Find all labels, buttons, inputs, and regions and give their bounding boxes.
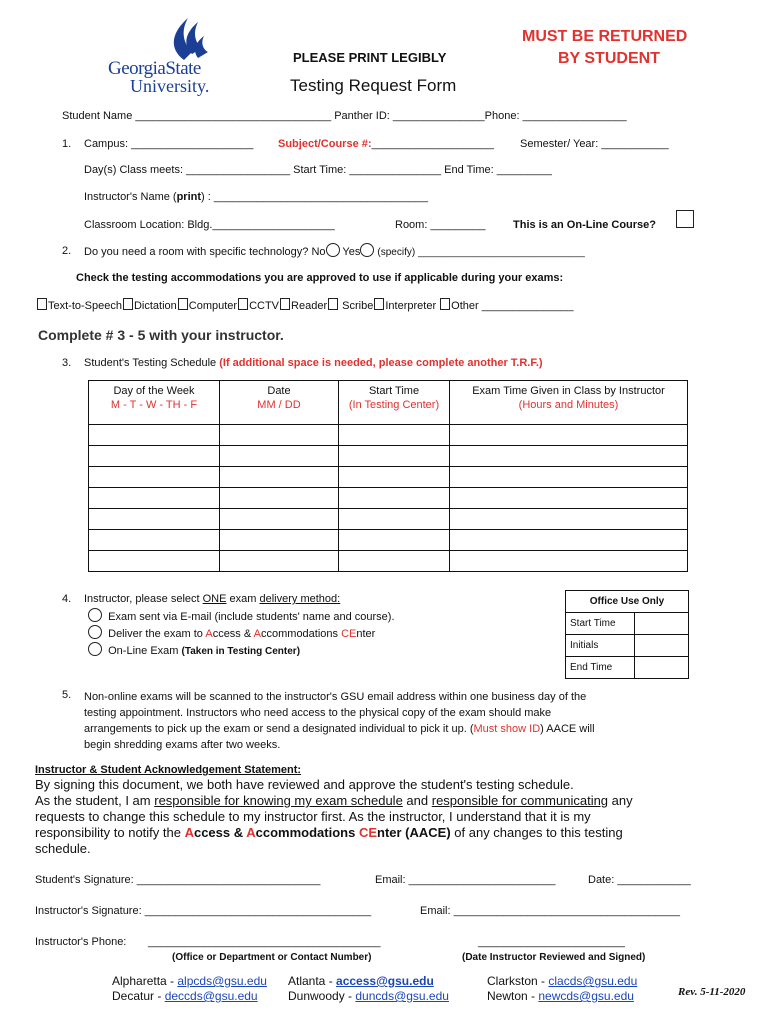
office-row-label: End Time <box>566 657 635 679</box>
delivery-opt1-text: Exam sent via E-mail (include students' name and course). <box>108 611 395 623</box>
dunwoody-email-link[interactable]: duncds@gsu.edu <box>355 989 449 1003</box>
ack-l4g: nter (AACE) <box>377 825 451 840</box>
ack-l4d: A <box>246 825 256 840</box>
ack-l2d: responsible for communicating <box>431 793 609 808</box>
form-title: Testing Request Form <box>290 76 457 95</box>
item5-line3-end: ) AACE will <box>540 723 595 735</box>
clarkston-label: Clarkston - <box>487 974 549 988</box>
checkbox-other[interactable] <box>440 298 450 310</box>
th-date-line1: Date <box>267 385 291 397</box>
must-return-2: BY STUDENT <box>558 50 660 67</box>
acc-scribe: Scribe <box>342 300 374 312</box>
item5-line4: begin shredding exams after two weeks. <box>84 739 281 751</box>
instructor-name-b: ) : ___________________________________ <box>201 191 428 203</box>
instructor-signature-field[interactable]: Instructor's Signature: _____________________________________ <box>35 905 372 917</box>
student-email-field[interactable]: Email: ________________________ <box>375 874 556 886</box>
accommodations-heading: Check the testing accommodations you are approved to use if applicable during your exams: <box>76 272 564 284</box>
ack-l4c: ccess & <box>193 825 247 840</box>
table-row[interactable] <box>89 446 688 467</box>
newton-label: Newton - <box>487 989 539 1003</box>
th-start <box>339 381 450 425</box>
instructor-name-field[interactable] <box>84 191 428 203</box>
delivery-label-c: delivery method: <box>259 593 341 605</box>
th-start-line2: (In Testing Center) <box>348 399 440 411</box>
ack-l4f: CE <box>358 825 377 840</box>
acc-dictation: Dictation <box>133 300 177 312</box>
subject-course-field[interactable] <box>278 138 494 150</box>
table-row[interactable] <box>89 467 688 488</box>
checkbox-dictation[interactable] <box>123 298 133 310</box>
footer-col3 <box>487 974 637 1004</box>
radio-deliver[interactable] <box>88 625 102 639</box>
newton-email-link[interactable]: newcds@gsu.edu <box>538 989 634 1003</box>
ack-l4a: responsibility to notify the <box>35 825 185 840</box>
item-5-text <box>84 689 684 753</box>
checkbox-computer[interactable] <box>178 298 188 310</box>
checkbox-scribe[interactable] <box>328 298 338 310</box>
checkbox-tts[interactable] <box>37 298 47 310</box>
item-2-num: 2. <box>62 245 72 257</box>
complete-heading: Complete # 3 - 5 with your instructor. <box>38 327 284 343</box>
online-course-checkbox[interactable] <box>676 210 694 228</box>
tech-question <box>84 243 585 258</box>
item5-line2: testing appointment. Instructors who need access to the physical copy of the exam should make <box>84 707 552 719</box>
item-4-num: 4. <box>62 593 72 605</box>
office-end-cell[interactable] <box>635 657 689 679</box>
atlanta-label: Atlanta - <box>288 974 337 988</box>
phone-sublabel: (Office or Department or Contact Number) <box>172 952 372 963</box>
ack-l5: schedule. <box>35 841 91 856</box>
acc-computer: Computer <box>188 300 238 312</box>
table-row[interactable] <box>89 488 688 509</box>
delivery-label-one: ONE <box>202 593 227 605</box>
opt2-d: A <box>253 628 261 640</box>
checkbox-cctv[interactable] <box>238 298 248 310</box>
semester-field[interactable]: Semester/ Year: ___________ <box>520 138 669 150</box>
acc-cctv: CCTV <box>249 300 280 312</box>
atlanta-email-link[interactable]: access@gsu.edu <box>336 974 434 988</box>
logo-line2: University. <box>130 76 210 96</box>
decatur-email-link[interactable]: deccds@gsu.edu <box>164 989 258 1003</box>
radio-online[interactable] <box>88 642 102 656</box>
testing-schedule-table <box>88 380 688 572</box>
ack-heading: Instructor & Student Acknowledgement Statement: <box>35 764 302 776</box>
ack-l1: By signing this document, we both have reviewed and approve the student's testing schedule. <box>35 777 574 792</box>
ack-l3: requests to change this schedule to my instructor first. As the instructor, I understand that it is my <box>35 809 591 824</box>
th-exam-line1: Exam Time Given in Class by Instructor <box>472 385 665 397</box>
table-row[interactable] <box>89 551 688 572</box>
logo-line1: GeorgiaState <box>108 58 201 79</box>
date-field[interactable]: Date: ____________ <box>588 874 691 886</box>
date-reviewed-field[interactable]: ________________________ <box>478 936 625 948</box>
student-name-line[interactable]: Student Name ________________________________ Panther ID: _______________Phone: _________________ <box>62 110 627 122</box>
item5-must-show: Must show ID <box>473 723 541 735</box>
date-reviewed-sublabel: (Date Instructor Reviewed and Signed) <box>462 952 646 963</box>
campus-field[interactable]: Campus: ____________________ <box>84 138 254 150</box>
schedule-label: Student's Testing Schedule <box>84 357 217 369</box>
ack-l2c: and <box>402 793 432 808</box>
instructor-name-a: Instructor's Name ( <box>84 191 177 203</box>
ack-l4 <box>35 825 735 841</box>
opt2-b: A <box>205 628 213 640</box>
alpharetta-email-link[interactable]: alpcds@gsu.edu <box>177 974 267 988</box>
clarkston-email-link[interactable]: clacds@gsu.edu <box>548 974 638 988</box>
delivery-option-aace <box>88 625 375 640</box>
opt3-a: On-Line Exam <box>108 645 182 657</box>
instructor-email-field[interactable]: Email: _____________________________________ <box>420 905 680 917</box>
classroom-field[interactable]: Classroom Location: Bldg.____________________ <box>84 219 335 231</box>
must-return-1: MUST BE RETURNED <box>522 28 688 45</box>
radio-email[interactable] <box>88 608 102 622</box>
schedule-note: (If additional space is needed, please complete another T.R.F.) <box>219 357 543 369</box>
student-signature-field[interactable]: Student's Signature: ______________________________ <box>35 874 321 886</box>
table-row[interactable] <box>89 530 688 551</box>
revision-date: Rev. 5-11-2020 <box>678 986 746 998</box>
table-header-row <box>89 381 688 425</box>
schedule-label-line <box>84 357 543 369</box>
accommodations-list <box>36 298 574 312</box>
office-row-label: Start Time <box>566 613 635 635</box>
alpharetta-label: Alpharetta - <box>112 974 178 988</box>
tech-specify[interactable]: (specify) ______________________________ <box>377 247 585 258</box>
office-title: Office Use Only <box>566 591 689 613</box>
ack-l4e: ccommodations <box>255 825 359 840</box>
office-use-table <box>565 590 689 679</box>
office-start-cell[interactable] <box>635 613 689 635</box>
th-day-line1: Day of the Week <box>113 385 195 397</box>
dunwoody-label: Dunwoody - <box>288 989 356 1003</box>
delivery-label-b: exam <box>226 593 260 605</box>
acc-interpreter: Interpreter <box>385 300 437 312</box>
checkbox-reader[interactable] <box>280 298 290 310</box>
decatur-label: Decatur - <box>112 989 165 1003</box>
item5-line3 <box>84 721 684 737</box>
ack-l2b: responsible for knowing my exam schedule <box>154 793 403 808</box>
item-3-num: 3. <box>62 357 72 369</box>
table-row[interactable] <box>89 509 688 530</box>
ack-l2 <box>35 793 735 809</box>
th-start-line1: Start Time <box>368 385 420 397</box>
instructor-name-print: print <box>176 191 202 203</box>
item5-line3-a: arrangements to pick up the exam or send a designated individual to pick it up. ( <box>84 723 474 735</box>
th-date-line2: MM / DD <box>257 399 301 411</box>
ack-l4b: A <box>184 825 194 840</box>
th-day-line2: M - T - W - TH - F <box>110 399 198 411</box>
subject-course-label: Subject/Course #: <box>278 138 372 150</box>
instructor-phone-label: Instructor's Phone: <box>35 936 127 948</box>
opt2-f: CE <box>341 628 357 640</box>
checkbox-interpreter[interactable] <box>374 298 384 310</box>
item-1-num: 1. <box>62 138 72 150</box>
delivery-option-email <box>88 608 395 623</box>
flame-icon <box>162 14 212 62</box>
online-course-label: This is an On-Line Course? <box>513 219 657 231</box>
th-date <box>220 381 339 425</box>
th-day <box>89 381 220 425</box>
th-exam-line2: (Hours and Minutes) <box>518 399 619 411</box>
delivery-label-a: Instructor, please select <box>84 593 203 605</box>
print-legibly: PLEASE PRINT LEGIBLY <box>293 50 447 65</box>
subject-course-blank: ____________________ <box>371 138 494 150</box>
delivery-label <box>84 593 340 605</box>
footer-col2 <box>288 974 449 1004</box>
tech-yes-radio[interactable] <box>360 243 374 257</box>
tech-no-radio[interactable] <box>326 243 340 257</box>
room-field[interactable]: Room: _________ <box>395 219 486 231</box>
item-5-num: 5. <box>62 689 72 701</box>
office-row-label: Initials <box>566 635 635 657</box>
acc-tts: Text-to-Speech <box>48 300 122 312</box>
instructor-phone-field[interactable]: ______________________________________ <box>148 936 381 948</box>
th-exam-time <box>450 381 688 425</box>
opt2-c: ccess & <box>212 628 254 640</box>
ack-l2a: As the student, I am <box>35 793 155 808</box>
office-initials-cell[interactable] <box>635 635 689 657</box>
days-line[interactable]: Day(s) Class meets: _________________ Start Time: _______________ End Time: _________ <box>84 164 552 176</box>
ack-l2e: any <box>608 793 633 808</box>
gsu-logo <box>100 14 210 94</box>
opt2-e: ccommodations <box>261 628 342 640</box>
tech-question-text: Do you need a room with specific technology? No <box>84 246 326 258</box>
table-row[interactable] <box>89 425 688 446</box>
acc-reader: Reader <box>291 300 328 312</box>
tech-yes-label: Yes <box>342 246 361 258</box>
item5-line1: Non-online exams will be scanned to the instructor's GSU email address within one business day of the <box>84 691 587 703</box>
footer-col1 <box>112 974 267 1004</box>
opt3-b: (Taken in Testing Center) <box>181 646 301 657</box>
ack-statement <box>35 777 735 857</box>
delivery-option-online <box>88 642 300 657</box>
ack-l4h: of any changes to this testing <box>450 825 623 840</box>
opt2-a: Deliver the exam to <box>108 628 206 640</box>
opt2-g: nter <box>356 628 376 640</box>
acc-other: Other _______________ <box>451 300 574 312</box>
